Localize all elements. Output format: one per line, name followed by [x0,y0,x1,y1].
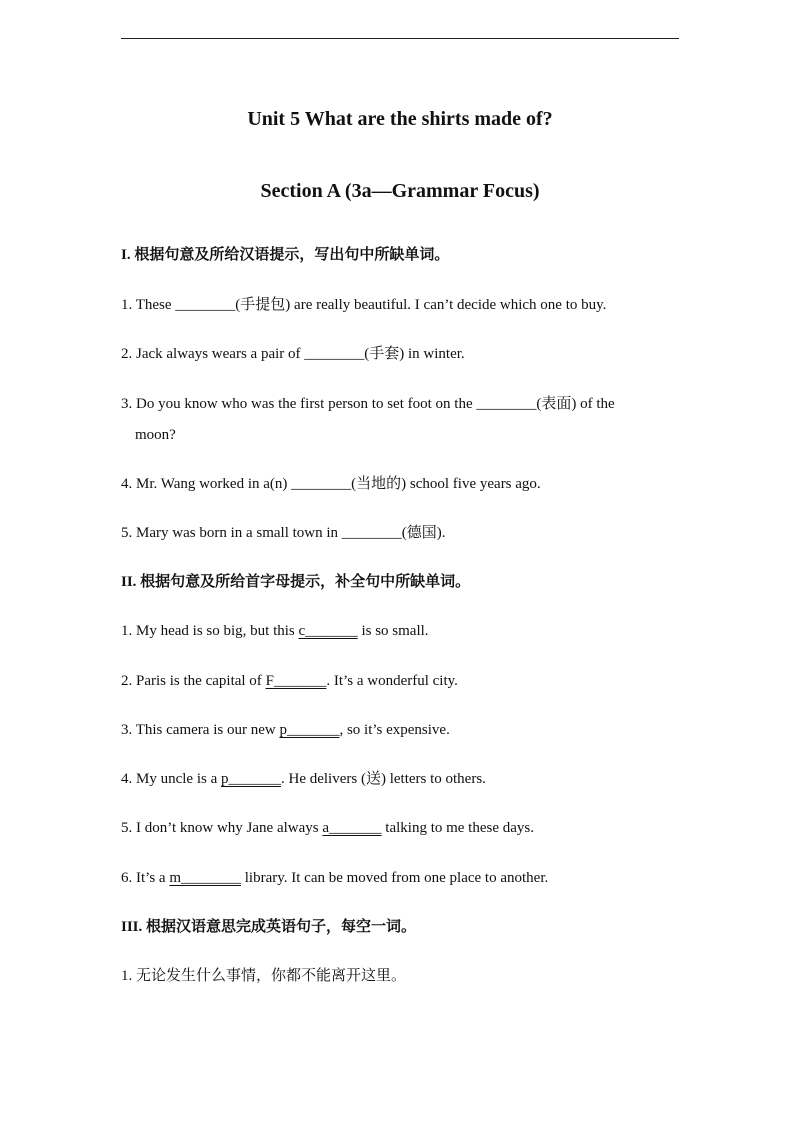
header-rule [121,38,679,39]
item-text-before: 5. I don’t know why Jane always [121,820,323,836]
item-blank: p_______ [220,771,281,787]
page-title: Unit 5 What are the shirts made of? [247,108,553,130]
section-1-item-1: 1. These ________(手提包) are really beautiful. I can’t decide which one to buy. [121,297,607,313]
section-1-item-4: 4. Mr. Wang worked in a(n) ________(当地的) school five years ago. [121,476,541,492]
section-2-item-4 [121,769,486,789]
section-2-item-1 [121,621,429,641]
item-text-after: talking to me these days. [381,820,534,836]
item-text-after: . He delivers (送) letters to others. [280,771,486,787]
page-subtitle: Section A (3a—Grammar Focus) [260,180,540,202]
item-text-before: 6. It’s a [121,870,170,886]
item-blank: a_______ [322,820,382,836]
section-2-heading: II. 根据句意及所给首字母提示，补全句中所缺单词。 [121,574,471,590]
item-text-before: 2. Paris is the capital of [121,673,266,689]
section-3-heading: III. 根据汉语意思完成英语句子，每空一词。 [121,919,417,935]
item-blank: c_______ [298,623,358,639]
item-blank: F_______ [265,673,327,689]
section-1-heading: I. 根据句意及所给汉语提示，写出句中所缺单词。 [121,247,450,263]
item-text-before: 4. My uncle is a [121,771,221,787]
item-text-after: . It’s a wonderful city. [326,673,458,689]
section-1-item-5: 5. Mary was born in a small town in ________(德国). [121,525,446,541]
item-text-after: is so small. [357,623,429,639]
item-text-after: , so it’s expensive. [339,722,450,738]
section-3-item-1: 1. 无论发生什么事情，你都不能离开这里。 [121,968,407,984]
section-2-item-3 [121,720,450,740]
section-2-item-6 [121,868,548,888]
section-1-item-3: 3. Do you know who was the first person to set foot on the ________(表面) of the [121,396,615,412]
section-1-item-2: 2. Jack always wears a pair of ________(手套) in winter. [121,346,465,362]
section-1-item-3-continuation: moon? [135,427,176,443]
item-text-before: 3. This camera is our new [121,722,280,738]
item-blank: p_______ [279,722,340,738]
item-blank: m________ [169,870,241,886]
item-text-before: 1. My head is so big, but this [121,623,299,639]
section-2-item-2 [121,671,458,691]
section-2-item-5 [121,818,534,838]
item-text-after: library. It can be moved from one place to another. [241,870,549,886]
